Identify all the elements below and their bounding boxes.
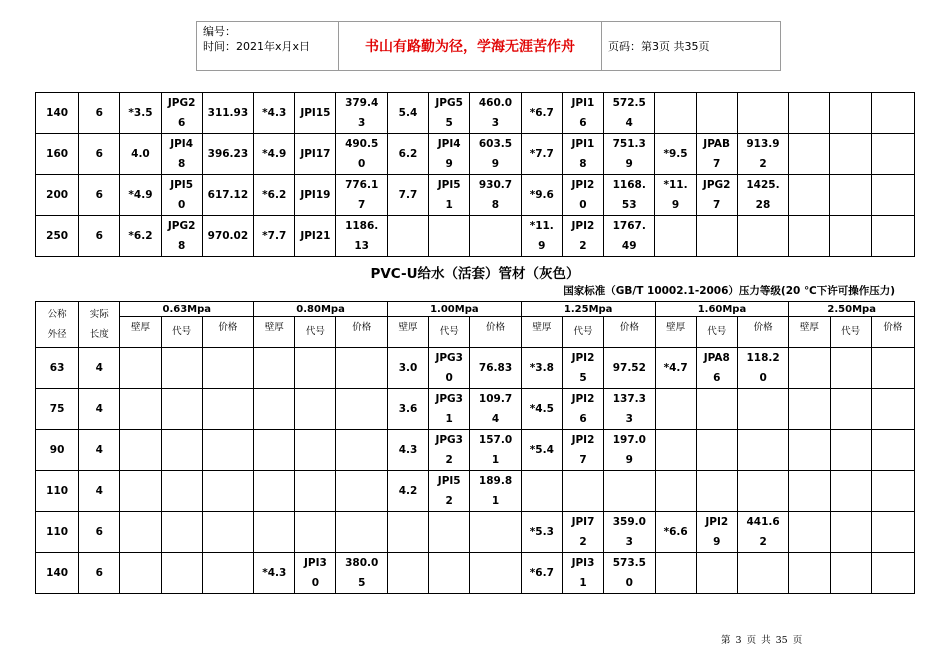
table-cell: 63 [36, 348, 79, 389]
time-label: 时间：2021年x月x日 [203, 40, 311, 53]
table-cell [871, 512, 914, 553]
table-cell: 4 [79, 389, 120, 430]
table-cell: 4 [79, 471, 120, 512]
table-cell: 4.3 [387, 430, 428, 471]
table-cell: 6 [79, 553, 120, 594]
table-cell: *7.7 [521, 134, 562, 175]
table-cell: *9.6 [521, 175, 562, 216]
table-cell [830, 348, 871, 389]
table-cell: 4.0 [120, 134, 161, 175]
table-cell [830, 216, 871, 257]
table-cell: JPG2 6 [161, 93, 202, 134]
table-cell: 76.83 [470, 348, 521, 389]
table-cell [562, 471, 603, 512]
table-cell: *5.4 [521, 430, 562, 471]
table-cell: 4.2 [387, 471, 428, 512]
table-cell [789, 348, 830, 389]
table-cell: 6 [79, 175, 120, 216]
header-page-label: 页码：第3页 共35页 [608, 40, 710, 53]
table-cell: 6 [79, 512, 120, 553]
table-cell: 75 [36, 389, 79, 430]
table-cell [655, 430, 696, 471]
table-cell: *3.5 [120, 93, 161, 134]
sub-header: 价格 [604, 317, 655, 348]
table-cell: 250 [36, 216, 79, 257]
table-cell: JPI2 0 [562, 175, 603, 216]
table-cell: 90 [36, 430, 79, 471]
table-cell [830, 93, 871, 134]
table-cell: 197.0 9 [604, 430, 655, 471]
table-cell [737, 93, 788, 134]
table-row [36, 134, 915, 175]
table-cell [789, 553, 830, 594]
table-cell: 460.0 3 [470, 93, 521, 134]
table-cell [696, 553, 737, 594]
table-row [36, 471, 915, 512]
table-cell [161, 512, 202, 553]
sub-header: 代号 [295, 317, 336, 348]
table-cell: JPAB 7 [696, 134, 737, 175]
table-cell [120, 389, 161, 430]
sub-header: 价格 [202, 317, 253, 348]
pvcu-pipe-table [35, 301, 915, 594]
table-cell: 110 [36, 471, 79, 512]
table-cell [789, 512, 830, 553]
table-cell [202, 389, 253, 430]
table-cell: 200 [36, 175, 79, 216]
table-cell: 6 [79, 134, 120, 175]
table-cell: JPI2 2 [562, 216, 603, 257]
table-cell [830, 430, 871, 471]
table-cell [789, 389, 830, 430]
table-cell: JPG5 5 [429, 93, 470, 134]
table-cell: JPI15 [295, 93, 336, 134]
sub-header: 代号 [429, 317, 470, 348]
table-cell [655, 216, 696, 257]
table-cell [789, 175, 830, 216]
section-title: PVC-U给水（活套）管材（灰色） [370, 266, 580, 282]
table-cell [254, 430, 295, 471]
table-cell [871, 93, 914, 134]
table-cell [202, 512, 253, 553]
pressure-group-header: 2.50Mpa [789, 302, 915, 317]
table-cell: 776.1 7 [336, 175, 387, 216]
table-cell [429, 512, 470, 553]
table-cell: 379.4 3 [336, 93, 387, 134]
table-cell [387, 553, 428, 594]
table-cell [871, 348, 914, 389]
table-cell [789, 216, 830, 257]
length-header: 实际 长度 [79, 302, 120, 348]
number-label: 编号： [203, 25, 236, 38]
table-cell: JPI21 [295, 216, 336, 257]
table-cell [871, 553, 914, 594]
table-cell [202, 471, 253, 512]
pipe-price-table-continued [35, 92, 915, 257]
table-cell: 573.5 0 [604, 553, 655, 594]
table-cell: *6.7 [521, 93, 562, 134]
table-cell: JPI4 9 [429, 134, 470, 175]
table-cell: JPG2 7 [696, 175, 737, 216]
table-cell: 1186. 13 [336, 216, 387, 257]
sub-header: 壁厚 [655, 317, 696, 348]
table-cell: 617.12 [202, 175, 253, 216]
table-cell [470, 216, 521, 257]
table-cell [387, 216, 428, 257]
table-cell: JPI5 1 [429, 175, 470, 216]
table-cell [120, 430, 161, 471]
table-cell: JPG3 2 [429, 430, 470, 471]
table-cell: JPG3 0 [429, 348, 470, 389]
table-cell [737, 553, 788, 594]
table-cell [655, 389, 696, 430]
table-cell [737, 389, 788, 430]
table-cell [161, 389, 202, 430]
table-row [36, 389, 915, 430]
table-cell [120, 348, 161, 389]
table-cell: *6.6 [655, 512, 696, 553]
sub-header: 价格 [470, 317, 521, 348]
table-cell: JPI2 7 [562, 430, 603, 471]
table-cell: JPA8 6 [696, 348, 737, 389]
table-cell: 4 [79, 348, 120, 389]
table-cell: *4.5 [521, 389, 562, 430]
table-cell [161, 348, 202, 389]
table-cell [871, 175, 914, 216]
table-cell: JPI4 8 [161, 134, 202, 175]
table-cell [737, 216, 788, 257]
table-cell [336, 389, 387, 430]
table-cell: JPG2 8 [161, 216, 202, 257]
sub-header: 壁厚 [254, 317, 295, 348]
table-row [36, 93, 915, 134]
table-cell [655, 471, 696, 512]
table-cell [336, 348, 387, 389]
pressure-group-header: 1.25Mpa [521, 302, 655, 317]
table-cell [202, 553, 253, 594]
sub-header: 代号 [830, 317, 871, 348]
table-cell [295, 348, 336, 389]
table-cell: 441.6 2 [737, 512, 788, 553]
table-cell [696, 430, 737, 471]
table-cell: *3.8 [521, 348, 562, 389]
table-cell [871, 430, 914, 471]
table-cell [830, 134, 871, 175]
table-cell [429, 216, 470, 257]
sub-header: 代号 [562, 317, 603, 348]
table-cell: 970.02 [202, 216, 253, 257]
table-row [36, 430, 915, 471]
table-cell: 109.7 4 [470, 389, 521, 430]
table-cell [871, 389, 914, 430]
table-cell [737, 471, 788, 512]
table-cell [789, 134, 830, 175]
table-cell: 160 [36, 134, 79, 175]
sub-header: 价格 [737, 317, 788, 348]
table-cell: JPG3 1 [429, 389, 470, 430]
table-cell: 140 [36, 553, 79, 594]
header-meta [197, 22, 339, 70]
table-cell [120, 471, 161, 512]
table-cell: *11. 9 [655, 175, 696, 216]
table-cell: *11. 9 [521, 216, 562, 257]
sub-header: 价格 [871, 317, 914, 348]
table-cell [655, 553, 696, 594]
table-cell [830, 175, 871, 216]
table-cell: JPI1 8 [562, 134, 603, 175]
sub-header: 代号 [696, 317, 737, 348]
diameter-header: 公称 外径 [36, 302, 79, 348]
table-cell: 6.2 [387, 134, 428, 175]
table-cell [295, 512, 336, 553]
table-cell: *4.7 [655, 348, 696, 389]
table-cell [161, 430, 202, 471]
table-cell: JPI2 9 [696, 512, 737, 553]
pressure-group-header: 0.80Mpa [254, 302, 388, 317]
table-cell: *7.7 [254, 216, 295, 257]
table-cell: JPI19 [295, 175, 336, 216]
table-cell: 97.52 [604, 348, 655, 389]
table-cell: 6 [79, 93, 120, 134]
table-row [36, 553, 915, 594]
table-cell: *6.2 [254, 175, 295, 216]
sub-header: 价格 [336, 317, 387, 348]
table-cell: *9.5 [655, 134, 696, 175]
table-cell [295, 389, 336, 430]
table-cell: JPI7 2 [562, 512, 603, 553]
standard-note: 国家标准（GB/T 10002.1-2006）压力等级(20 ℃下许可操作压力) [563, 285, 895, 297]
table-cell: JPI2 5 [562, 348, 603, 389]
table-cell [161, 471, 202, 512]
table-cell [789, 93, 830, 134]
table-cell [120, 553, 161, 594]
table-cell [254, 512, 295, 553]
table-cell: 4 [79, 430, 120, 471]
table-cell: *6.7 [521, 553, 562, 594]
table-cell [387, 512, 428, 553]
header-motto: 书山有路勤为径，学海无涯苦作舟 [339, 22, 602, 70]
table-cell: JPI2 6 [562, 389, 603, 430]
sub-header: 壁厚 [521, 317, 562, 348]
table-cell [871, 134, 914, 175]
table-cell [696, 471, 737, 512]
table-cell [202, 430, 253, 471]
table-cell: *6.2 [120, 216, 161, 257]
pressure-group-header: 0.63Mpa [120, 302, 254, 317]
table-cell: *4.9 [254, 134, 295, 175]
table-cell [789, 471, 830, 512]
table-cell [830, 471, 871, 512]
table-cell: 913.9 2 [737, 134, 788, 175]
table-cell: *4.9 [120, 175, 161, 216]
table-cell: 3.6 [387, 389, 428, 430]
table-cell: 1168. 53 [603, 175, 654, 216]
table-cell [254, 348, 295, 389]
table-row [36, 216, 915, 257]
table-cell [336, 430, 387, 471]
table-cell: 140 [36, 93, 79, 134]
table-cell: 1425. 28 [737, 175, 788, 216]
table-cell [696, 93, 737, 134]
table-cell [871, 216, 914, 257]
table-cell [120, 512, 161, 553]
table-cell: 1767. 49 [603, 216, 654, 257]
table-cell [295, 430, 336, 471]
table-cell [655, 93, 696, 134]
table-cell: *5.3 [521, 512, 562, 553]
table-row [36, 512, 915, 553]
table-cell: 396.23 [202, 134, 253, 175]
table-cell: 490.5 0 [336, 134, 387, 175]
page-header [196, 21, 781, 71]
table-cell: JPI5 0 [161, 175, 202, 216]
table-row [36, 175, 915, 216]
table-cell: *4.3 [254, 553, 295, 594]
sub-header: 壁厚 [120, 317, 161, 348]
sub-header: 壁厚 [789, 317, 830, 348]
table-cell [830, 553, 871, 594]
table-cell [295, 471, 336, 512]
table-cell [830, 389, 871, 430]
table-cell: JPI5 2 [429, 471, 470, 512]
table-cell: JPI1 6 [562, 93, 603, 134]
pressure-group-header: 1.00Mpa [387, 302, 521, 317]
table-row [36, 348, 915, 389]
table-cell: 603.5 9 [470, 134, 521, 175]
sub-header: 代号 [161, 317, 202, 348]
table-cell [254, 389, 295, 430]
table-cell: 5.4 [387, 93, 428, 134]
table-cell [336, 471, 387, 512]
table-cell: 930.7 8 [470, 175, 521, 216]
table-cell: 7.7 [387, 175, 428, 216]
table-cell: JPI3 1 [562, 553, 603, 594]
table-cell: 359.0 3 [604, 512, 655, 553]
table-cell: JPI3 0 [295, 553, 336, 594]
table-cell: 157.0 1 [470, 430, 521, 471]
table-cell: 6 [79, 216, 120, 257]
table-cell [470, 553, 521, 594]
table-cell [604, 471, 655, 512]
table-cell: 572.5 4 [603, 93, 654, 134]
table-cell [429, 553, 470, 594]
table-cell [161, 553, 202, 594]
table-cell [871, 471, 914, 512]
table-cell: 311.93 [202, 93, 253, 134]
table-cell [336, 512, 387, 553]
table-cell: 118.2 0 [737, 348, 788, 389]
table-cell [696, 389, 737, 430]
table-cell [830, 512, 871, 553]
table-cell: 3.0 [387, 348, 428, 389]
table-cell: 751.3 9 [603, 134, 654, 175]
table-cell: 189.8 1 [470, 471, 521, 512]
table-cell [254, 471, 295, 512]
table-cell: *4.3 [254, 93, 295, 134]
pressure-group-header: 1.60Mpa [655, 302, 789, 317]
table-cell: JPI17 [295, 134, 336, 175]
page-footer: 第 3 页 共 35 页 [721, 635, 803, 646]
sub-header: 壁厚 [387, 317, 428, 348]
table-cell: 380.0 5 [336, 553, 387, 594]
table-cell: 137.3 3 [604, 389, 655, 430]
table-cell [521, 471, 562, 512]
table-cell [789, 430, 830, 471]
table-cell [470, 512, 521, 553]
table-cell [696, 216, 737, 257]
table-cell [202, 348, 253, 389]
table-cell [737, 430, 788, 471]
table-cell: 110 [36, 512, 79, 553]
